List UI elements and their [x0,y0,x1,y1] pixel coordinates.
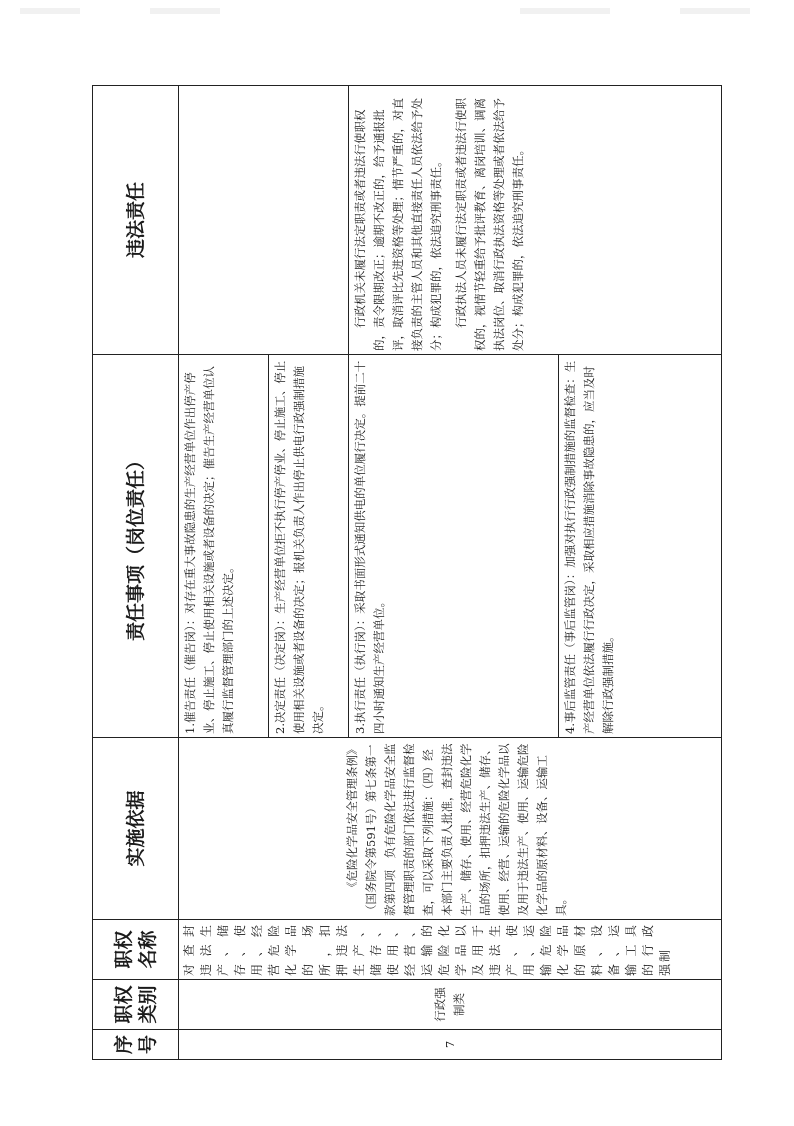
header-no: 序号 [93,1030,179,1060]
header-category: 职权类别 [93,980,179,1030]
rotated-page [92,85,722,1060]
row-liability [349,86,722,355]
row-category: 行政强制类 [179,980,722,1030]
table-row [179,86,269,1060]
header-duty: 责任事项（岗位责任） [93,355,179,738]
row-basis: 《危险化学品安全管理条例》（国务院令第591号）第七条第一款第四项 负有危险化学品安全监督管理职责的部门依法进行监督检查，可以采取下列措施：（四）经本部门主要负责人批准，查封违法生产、储存、使用、经营危险化学品的场所，扣押违法生产、储存、使用、经营、运输的危险化学品以及用于违法生产、使用、运输危险化学品的原材料、设备、运输工具。 [179,738,722,920]
liability-paragraph: 行政执法人员未履行法定职责或者违法行使职权的，视情节轻重给予批评教育、离岗培训、调离执法岗位、取消行政执法资格等处理或者依法给予处分；构成犯罪的，依法追究刑事责任。 [454,98,525,351]
liability-paragraph: 行政机关未履行法定职责或者违法行使职权的，责令限期改正；逾期不改正的，给予通报批评，取消评比先进资格等处理；情节严重的，对直接负责的主管人员和其他直接责任人员依法给予处分；构成犯罪的，依法追究刑事责任。 [353,98,443,351]
duty-item: 1.催告责任（催告岗）：对存在重大事故隐患的生产经营单位作出停产停业、停止施工、停止使用相关设施或者设备的决定；催告生产经营单位认真履行监督管理部门的上述决定。 [179,355,269,738]
header-liability: 违法责任 [93,86,179,355]
scan-mark [150,8,220,14]
header-row [93,86,179,1060]
header-basis: 实施依据 [93,738,179,920]
duty-item: 4.事后监管责任（事后监管岗）：加强对执行行政强制措施的监督检查：生产经营单位依法履行行政决定，采取相应措施消除事故隐患的，应当及时解除行政强制措施。 [559,355,722,738]
row-liability-top [179,86,349,355]
row-name: 对查封违法生产、储存、使用、经营危险化学品的场所，扣押违法生产、储存、使用、经营、运输的危险化学品以及用于违法生产、使用、运输危险化学品的原材料、设备、运输工具的行政强制 [179,920,722,980]
duty-table [92,85,722,1060]
duty-item: 3.执行责任（执行岗）：采取书面形式通知供电的单位履行决定。提前二十四小时通知生产经营单位。 [349,355,559,738]
scan-mark [20,8,80,14]
scan-mark [520,8,610,14]
duty-item: 2.决定责任（决定岗）：生产经营单位拒不执行停产停业、停止施工、停止使用相关设施或者设备的决定；报机关负责人作出停止供电行政强制措施决定。 [269,355,349,738]
row-no: 7 [179,1030,722,1060]
header-name: 职权名称 [93,920,179,980]
scan-mark [680,8,750,14]
